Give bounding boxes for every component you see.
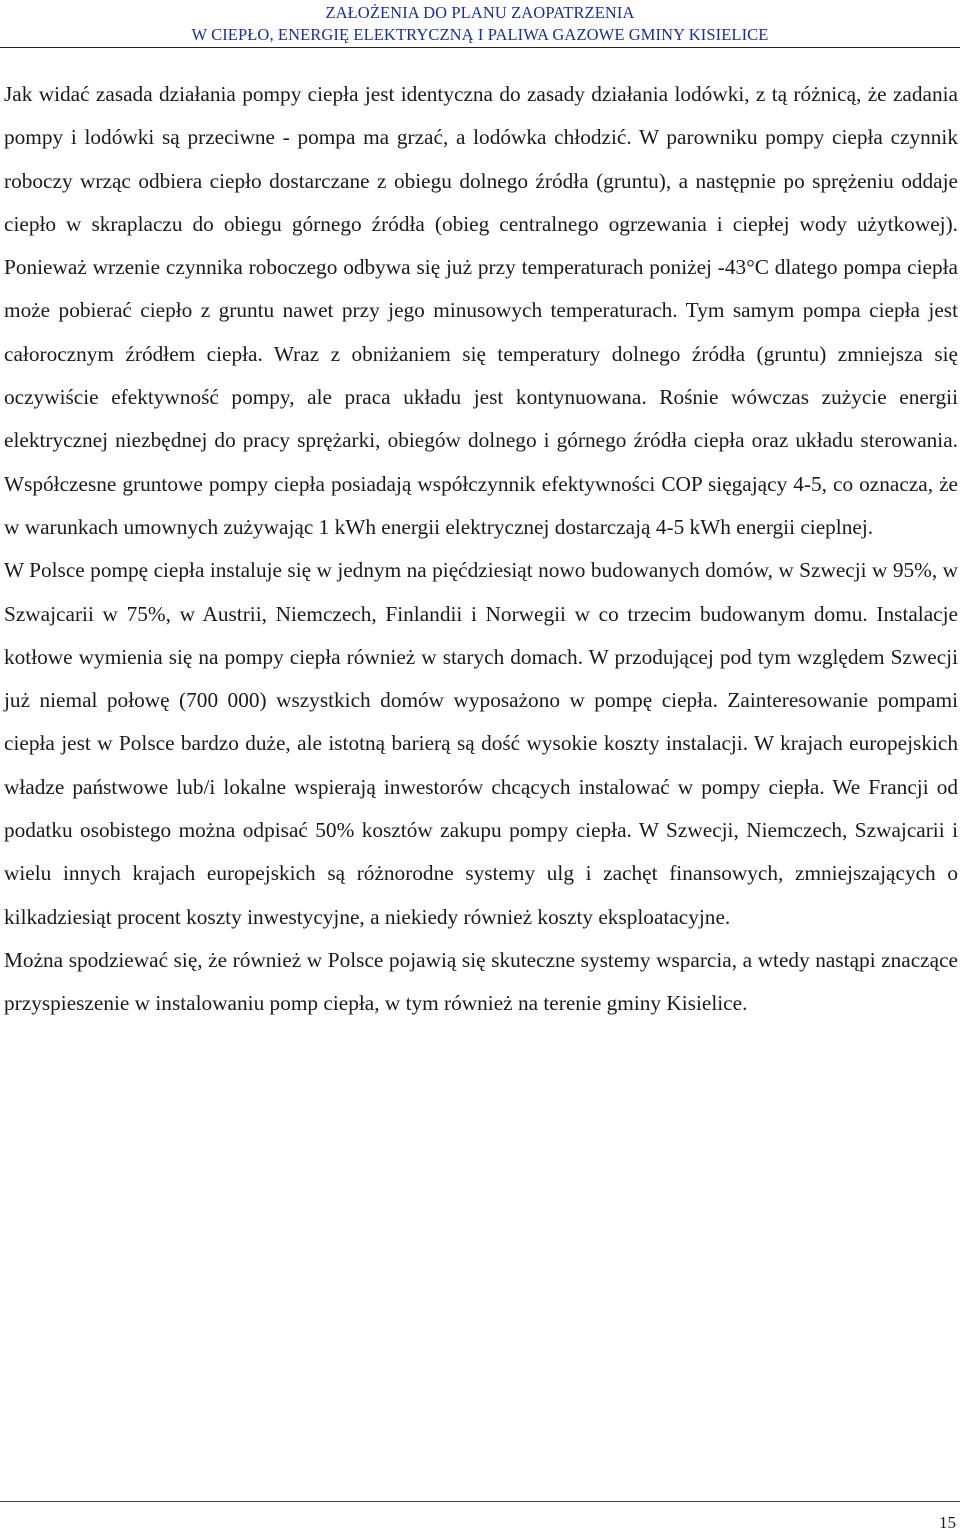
header-title-line-1: ZAŁOŻENIA DO PLANU ZAOPATRZENIA	[325, 3, 635, 22]
body-paragraph-3: Można spodziewać się, że również w Polsce pojawią się skuteczne systemy wsparcia, a wtedy nastąpi znaczące przyspieszenie w instalowaniu pomp ciepła, w tym również na terenie gminy Kisielice.	[4, 947, 958, 1016]
page-header	[0, 2, 960, 50]
header-divider	[0, 47, 960, 48]
body-paragraph-2: W Polsce pompę ciepła instaluje się w jednym na pięćdziesiąt nowo budowanych domów, w Szwecji w 95%, w Szwajcarii w 75%, w Austrii, Niemczech, Finlandii i Norwegii w co trzecim budowanym domu. Instalacje kotłowe wymienia się na pompy ciepła również w starych domach. W przodującej pod tym względem Szwecji już niemal połowę (700 000) wszystkich domów wyposażono w pompę ciepła. Zainteresowanie pompami ciepła jest w Polsce bardzo duże, ale istotną barierą są dość wysokie koszty instalacji. W krajach europejskich władze państwowe lub/i lokalne wspierają inwestorów chcących instalować w pompy ciepła. We Francji od podatku osobistego można odpisać 50% kosztów zakupu pompy ciepła. W Szwecji, Niemczech, Szwajcarii i wielu innych krajach europejskich są różnorodne systemy ulg i zachęt finansowych, zmniejszających o kilkadziesiąt procent koszty inwestycyjne, a niekiedy również koszty eksploatacyjne.	[4, 558, 958, 929]
body-paragraph-1: Jak widać zasada działania pompy ciepła jest identyczna do zasady działania lodówki, z tą różnicą, że zadania pompy i lodówki są przeciwne - pompa ma grzać, a lodówka chłodzić. W parowniku pompy ciepła czynnik roboczy wrząc odbiera ciepło dostarczane z obiegu dolnego źródła (gruntu), a następnie po sprężeniu oddaje ciepło w skraplaczu do obiegu górnego źródła (obieg centralnego ogrzewania i ciepłej wody użytkowej). Ponieważ wrzenie czynnika roboczego odbywa się już przy temperaturach poniżej -43°C dlatego pompa ciepła może pobierać ciepło z gruntu nawet przy jego minusowych temperaturach. Tym samym pompa ciepła jest całorocznym źródłem ciepła. Wraz z obniżaniem się temperatury dolnego źródła (gruntu) zmniejsza się oczywiście efektywność pompy, ale praca układu jest kontynuowana. Rośnie wówczas zużycie energii elektrycznej niezbędnej do pracy sprężarki, obiegów dolnego i górnego źródła ciepła oraz układu sterowania. Współczesne gruntowe pompy ciepła posiadają współczynnik efektywności COP sięgający 4-5, co oznacza, że w warunkach umownych zużywając 1 kWh energii elektrycznej dostarczają 4-5 kWh energii cieplnej.	[4, 82, 958, 539]
document-body	[4, 73, 958, 1026]
page-number: 15	[939, 1513, 956, 1532]
footer-divider	[0, 1501, 960, 1502]
header-title-line-2: W CIEPŁO, ENERGIĘ ELEKTRYCZNĄ I PALIWA GAZOWE GMINY KISIELICE	[191, 25, 769, 44]
